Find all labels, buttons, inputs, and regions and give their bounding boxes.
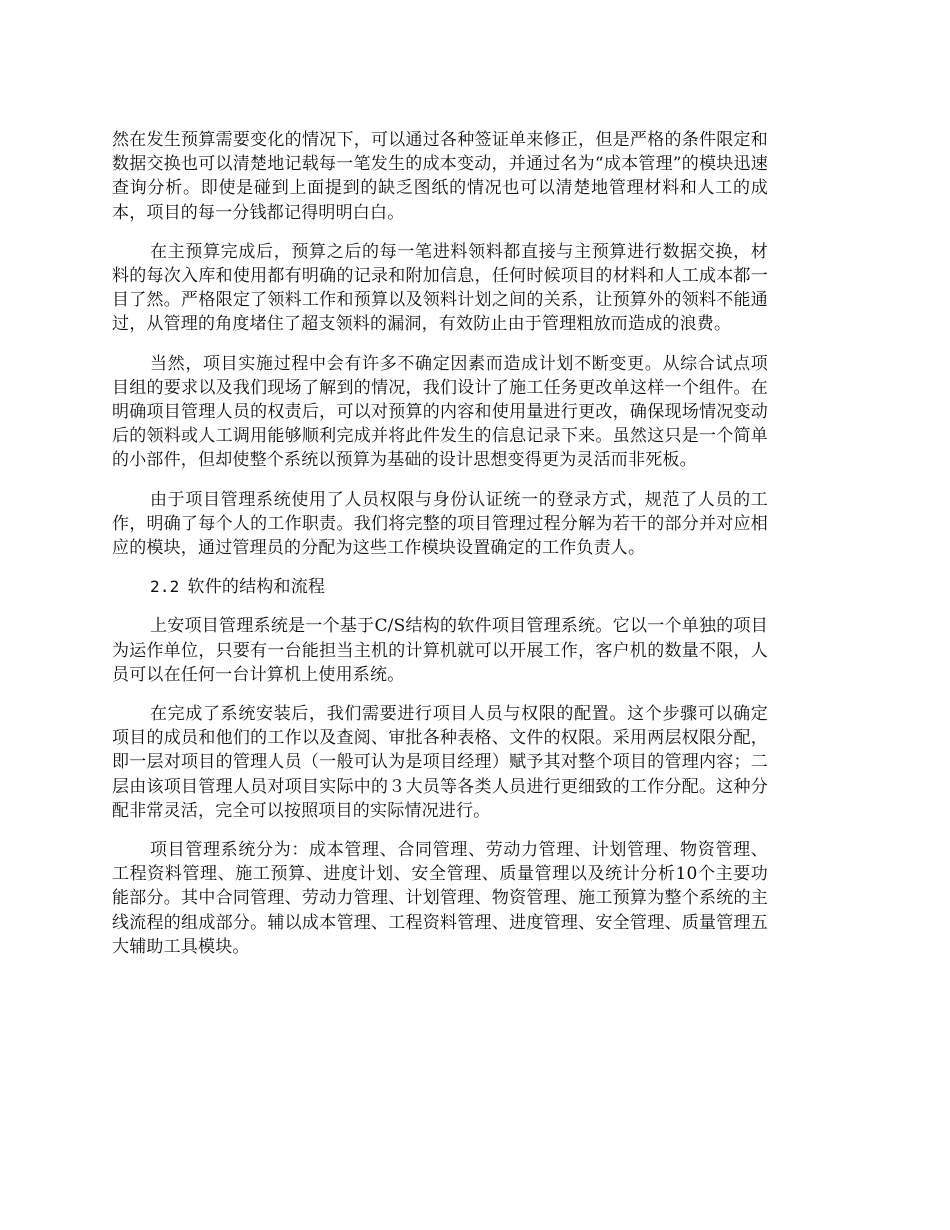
section-title: 软件的结构和流程 [187,577,326,598]
paragraph-3: 当然，项目实施过程中会有许多不确定因素而造成计划不断变更。从综合试点项目组的要求以及我们现场了解到的情况，我们设计了施工任务更改单这样一个组件。在明确项目管理人员的权责后，可以对预算的内容和使用量进行更改，确保现场情况变动后的领料或人工调用能够顺利完成并将此件发生的信息记录下来。虽然这只是一个简单的小部件，但却使整个系统以预算为基础的设计思想变得更为灵活而非死板。 [112,353,768,471]
section-heading [112,575,768,599]
paragraph-6: 在完成了系统安装后，我们需要进行项目人员与权限的配置。这个步骤可以确定项目的成员和他们的工作以及查阅、审批各种表格、文件的权限。采用两层权限分配，即一层对项目的管理人员（一般可认为是项目经理）赋予其对整个项目的管理内容；二层由该项目管理人员对项目实际中的３大员等各类人员进行更细致的工作分配。这种分配非常灵活，完全可以按照项目的实际情况进行。 [112,704,768,821]
paragraph-4: 由于项目管理系统使用了人员权限与身份认证统一的登录方式，规范了人员的工作，明确了每个人的工作职责。我们将完整的项目管理过程分解为若干的部分并对应相应的模块，通过管理员的分配为这些工作模块设置确定的工作负责人。 [112,489,768,559]
paragraph-2: 在主预算完成后，预算之后的每一笔进料领料都直接与主预算进行数据交换，材料的每次入库和使用都有明确的记录和附加信息，任何时候项目的材料和人工成本都一目了然。严格限定了领料工作和预算以及领料计划之间的关系，让预算外的领料不能通过，从管理的角度堵住了超支领料的漏洞，有效防止由于管理粗放而造成的浪费。 [112,241,768,335]
paragraph-5: 上安项目管理系统是一个基于C/S结构的软件项目管理系统。它以一个单独的项目为运作单位，只要有一台能担当主机的计算机就可以开展工作，客户机的数量不限，人员可以在任何一台计算机上使用系统。 [112,616,768,685]
paragraph-1: 然在发生预算需要变化的情况下，可以通过各种签证单来修正，但是严格的条件限定和数据交换也可以清楚地记载每一笔发生的成本变动，并通过名为“成本管理”的模块迅速查询分析。即使是碰到上面提到的缺乏图纸的情况也可以清楚地管理材料和人工的成本，项目的每一分钱都记得明明白白。 [112,130,768,223]
document-page [112,128,768,974]
section-number: 2.2 [150,577,180,597]
paragraph-7: 项目管理系统分为：成本管理、合同管理、劳动力管理、计划管理、物资管理、工程资料管理、施工预算、进度计划、安全管理、质量管理以及统计分析10个主要功能部分。其中合同管理、劳动力管理、计划管理、物资管理、施工预算为整个系统的主线流程的组成部分。辅以成本管理、工程资料管理、进度管理、安全管理、质量管理五大辅助工具模块。 [112,840,768,957]
